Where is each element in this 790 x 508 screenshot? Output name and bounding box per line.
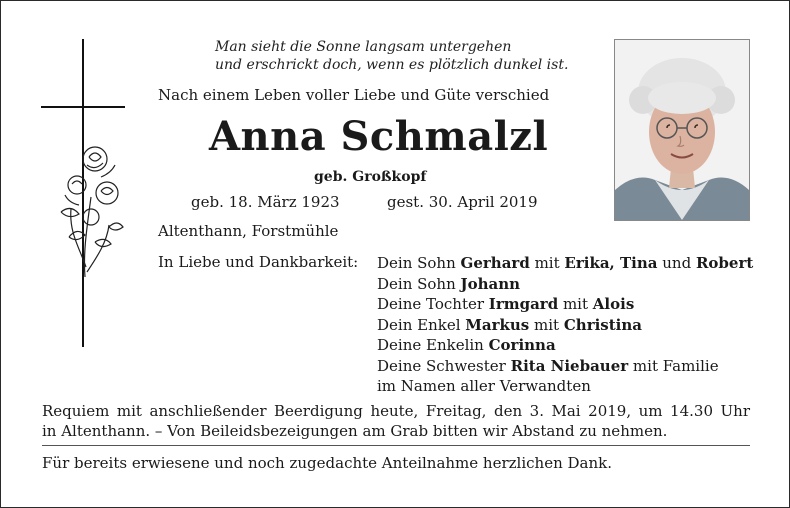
mourner-line: Dein Sohn Johann [377, 274, 521, 293]
portrait-photo [614, 39, 750, 221]
deceased-name: Anna Schmalzl [209, 113, 549, 160]
mourner-line: Deine Enkelin Corinna [377, 336, 556, 354]
residence: Altenthann, Forstmühle [158, 222, 339, 240]
death-date: gest. 30. April 2019 [387, 193, 538, 211]
cross-icon [39, 37, 129, 349]
divider [42, 445, 750, 446]
intro-text: Nach einem Leben voller Liebe und Güte verschied [158, 86, 550, 104]
requiem-notice [42, 401, 750, 441]
mourner-line: Dein Enkel Markus mit Christina [377, 315, 643, 334]
thanks-text: Für bereits erwiesene und noch zugedachte Anteilnahme herzlichen Dank. [42, 454, 612, 472]
mourner-line: Deine Tochter Irmgard mit Alois [377, 295, 635, 313]
quote-line-1: Man sieht die Sonne langsam untergehen [215, 39, 512, 55]
maiden-name: geb. Großkopf [314, 169, 427, 185]
birth-date: geb. 18. März 1923 [191, 193, 340, 211]
requiem-line-1: Requiem mit anschließender Beerdigung heute, Freitag, den 3. Mai 2019, um 14.30 Uhr [42, 402, 750, 420]
mourners-list [377, 253, 753, 397]
mourner-line: Deine Schwester Rita Niebauer mit Familie [377, 356, 719, 375]
requiem-line-2: in Altenthann. – Von Beileidsbezeigungen am Grab bitten wir Abstand zu nehmen. [42, 422, 668, 440]
roses-icon [61, 147, 123, 277]
mourners-label: In Liebe und Dankbarkeit: [158, 253, 359, 271]
mourner-line: im Namen aller Verwandten [377, 377, 591, 395]
mourner-line: Dein Sohn Gerhard mit Erika, Tina und Robert [377, 254, 754, 272]
quote-line-2: und erschrickt doch, wenn es plötzlich dunkel ist. [215, 57, 569, 73]
